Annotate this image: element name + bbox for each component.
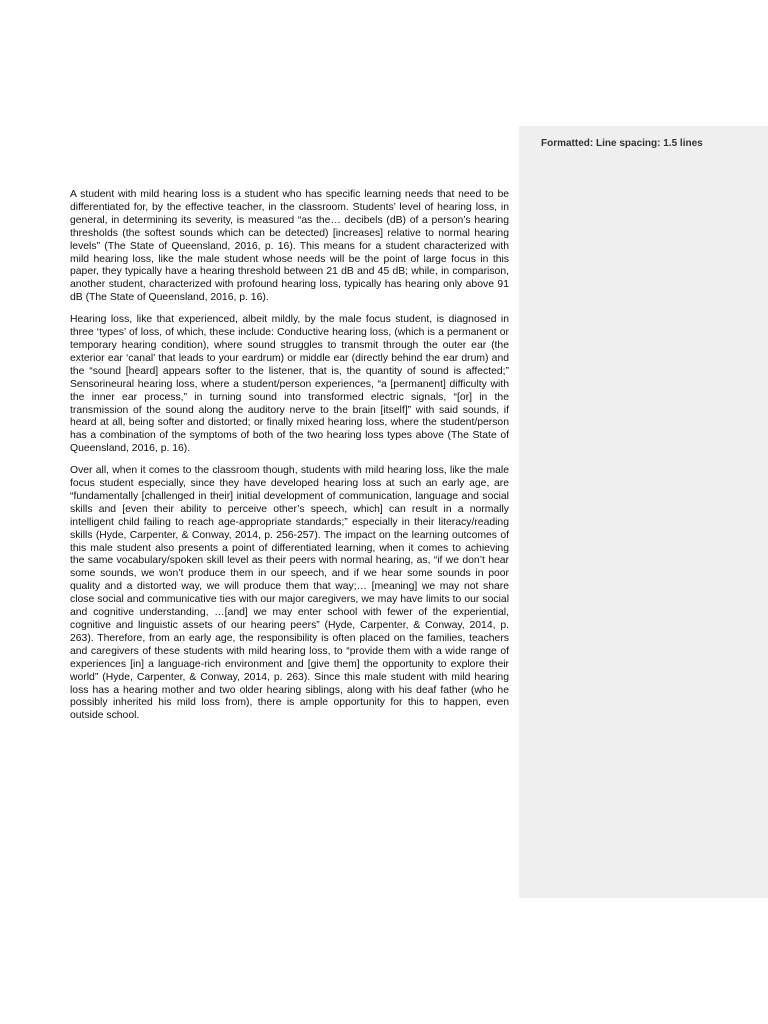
paragraph-1[interactable]: A student with mild hearing loss is a student who has specific learning needs that need to be differentiated for, by the effective teacher, in the classroom. Students’ level of hearing loss, in general, in determining its severity, is measured “as the… decibels (dB) of a person’s hearing thresholds (the softest sounds which can be detected) [increases] relative to normal hearing levels” (The State of Queensland, 2016, p. 16). This means for a student characterized with mild hearing loss, like the male student whose needs will be the point of large focus in this paper, they typically have a hearing threshold between 21 dB and 45 dB; while, in comparison, another student, characterized with profound hearing loss, typically has hearing only above 91 dB (The State of Queensland, 2016, p. 16). [70, 189, 509, 304]
paragraph-3[interactable]: Over all, when it comes to the classroom though, students with mild hearing loss, like the male focus student especially, since they have developed hearing loss at such an early age, are “fundamentally [challenged in their] initial development of communication, language and social skills and [even their ability to perceive other’s speech, which] can result in a normally intelligent child failing to reach age-appropriate standards;” especially in their literacy/reading skills (Hyde, Carpenter, & Conway, 2014, p. 256-257). The impact on the learning outcomes of this male student also presents a point of differentiated learning, when it comes to achieving the same vocabulary/spoken skill level as their peers with normal hearing, as, “if we don’t hear some sounds, we won’t produce them in our speech, and if we hear some sounds in poor quality and a distorted way, we will produce them that way;… [meaning] we may not share close social and communicative ties with our major caregivers, we may have limits to our social and cognitive understanding, …[and] we may enter school with fewer of the experiential, cognitive and linguistic assets of our hearing peers” (Hyde, Carpenter, & Conway, 2014, p. 263). Therefore, from an early age, the responsibility is often placed on the families, teachers and caregivers of these students with mild hearing loss, to “provide them with a wide range of experiences [in] a language-rich environment and [give them] the opportunity to explore their world” (Hyde, Carpenter, & Conway, 2014, p. 263). Since this male student with mild hearing loss has a hearing mother and two older hearing siblings, along with his deaf father (who he possibly inherited his mild loss from), there is ample opportunity for this to happen, even outside school. [70, 465, 509, 722]
paragraph-2[interactable]: Hearing loss, like that experienced, albeit mildly, by the male focus student, is diagnosed in three ‘types’ of loss, of which, these include: Conductive hearing loss, (which is a permanent or temporary hearing condition), where sound struggles to transmit through the outer ear (the exterior ear ‘canal’ that leads to your eardrum) or middle ear (directly behind the ear drum) and the “sound [heard] appears softer to the listener, that is, the quantity of sound is affected;” Sensorineural hearing loss, where a student/person experiences, “a [permanent] difficulty with the inner ear process,” in turning sound into transformed electric signals, “[or] in the transmission of the sound along the auditory nerve to the brain [itself]” with said sounds, if heard at all, being softer and distorted; or finally mixed hearing loss, where the student/person has a combination of the symptoms of both of the two hearing loss types above (The State of Queensland, 2016, p. 16). [70, 314, 509, 455]
comment-pane [519, 126, 768, 898]
format-comment[interactable]: Formatted: Line spacing: 1.5 lines [541, 138, 703, 149]
document-body[interactable] [70, 189, 509, 732]
